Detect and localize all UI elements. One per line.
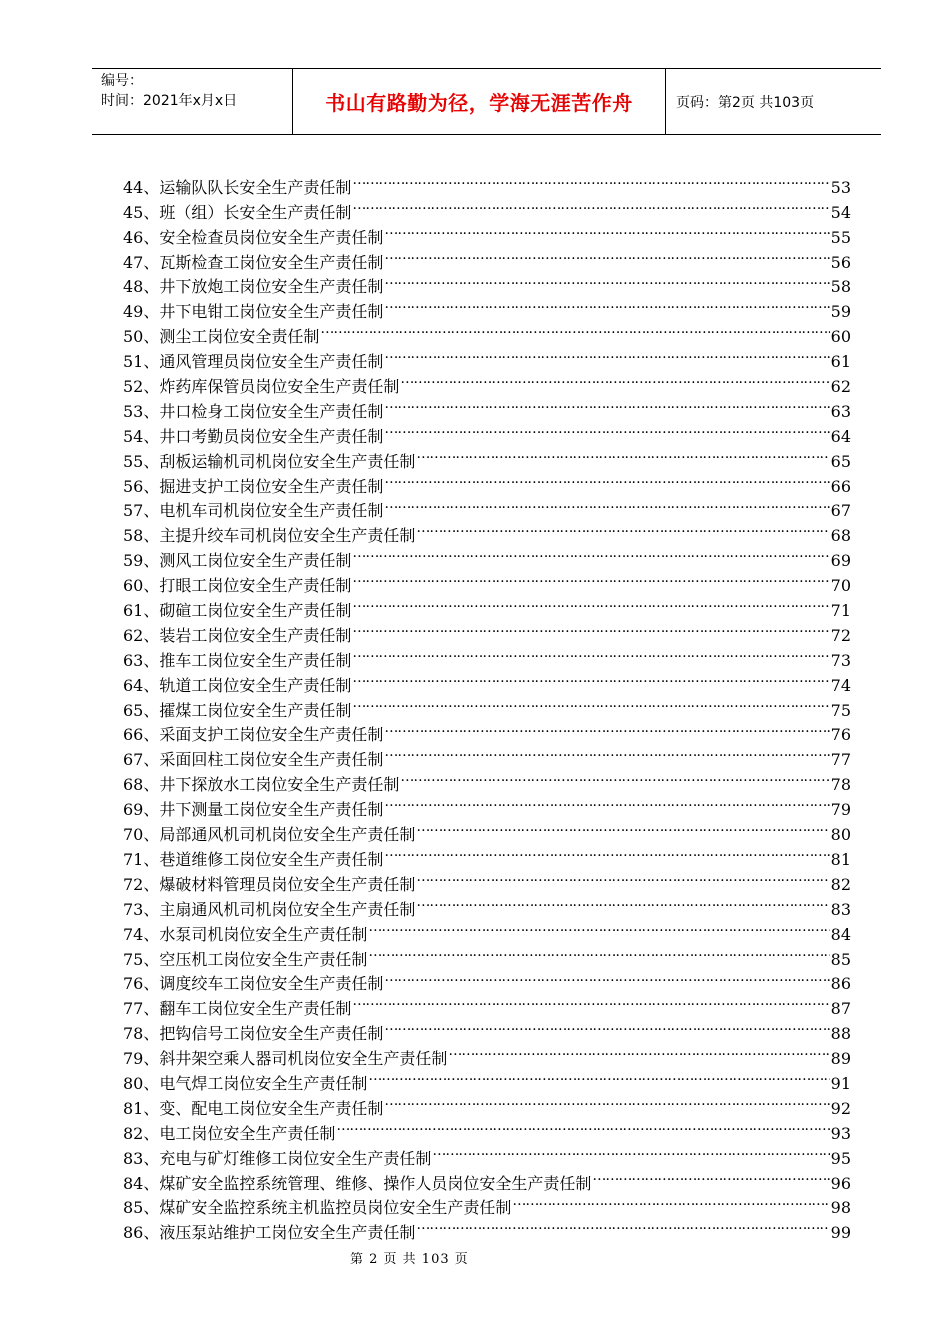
toc-leader-dots <box>352 541 829 566</box>
document-time: 时间：2021年x月x日 <box>101 93 238 109</box>
toc-entry-page: 78 <box>830 775 851 795</box>
toc-entry-title: 46、安全检查员岗位安全生产责任制 <box>123 227 384 247</box>
toc-entry-title: 56、掘进支护工岗位安全生产责任制 <box>123 476 384 496</box>
toc-entry-page: 74 <box>830 675 851 695</box>
toc-entry-page: 95 <box>830 1148 851 1168</box>
toc-entry-page: 98 <box>830 1198 851 1218</box>
toc-entry-title: 63、推车工岗位安全生产责任制 <box>123 650 352 670</box>
toc-leader-dots <box>384 417 829 442</box>
toc-leader-dots <box>384 392 829 417</box>
toc-entry-page: 63 <box>830 401 851 421</box>
toc-entry-title: 45、班（组）长安全生产责任制 <box>123 202 352 222</box>
toc-leader-dots <box>416 815 829 840</box>
toc-leader-dots <box>416 442 829 467</box>
toc-leader-dots <box>352 566 829 591</box>
toc-leader-dots <box>368 1064 829 1089</box>
toc-leader-dots <box>352 641 829 666</box>
toc-leader-dots <box>400 765 829 790</box>
toc-entry-page: 70 <box>830 576 851 596</box>
toc-entry-page: 96 <box>830 1173 851 1193</box>
toc-entry-title: 80、电气焊工岗位安全生产责任制 <box>123 1073 368 1093</box>
toc-leader-dots <box>352 168 829 193</box>
toc-entry-title: 83、充电与矿灯维修工岗位安全生产责任制 <box>123 1148 432 1168</box>
toc-entry-page: 93 <box>830 1123 851 1143</box>
toc-entry-page: 99 <box>830 1223 851 1243</box>
toc-leader-dots <box>416 890 829 915</box>
toc-entry-title: 60、打眼工岗位安全生产责任制 <box>123 576 352 596</box>
toc-entry-title: 73、主扇通风机司机岗位安全生产责任制 <box>123 899 416 919</box>
page-footer: 第 2 页 共 103 页 <box>350 1252 469 1267</box>
toc-leader-dots <box>416 1213 829 1238</box>
toc-leader-dots <box>432 1139 829 1164</box>
toc-entry-page: 82 <box>830 874 851 894</box>
toc-entry-page: 56 <box>830 252 851 272</box>
toc-entry-page: 89 <box>830 1049 851 1069</box>
toc-leader-dots <box>384 243 829 268</box>
toc-entry-title: 78、把钩信号工岗位安全生产责任制 <box>123 1024 384 1044</box>
toc-leader-dots <box>352 666 829 691</box>
toc-entry-title: 48、井下放炮工岗位安全生产责任制 <box>123 277 384 297</box>
toc-leader-dots <box>352 691 829 716</box>
toc-entry-title: 77、翻车工岗位安全生产责任制 <box>123 999 352 1019</box>
toc-entry-title: 61、砌碹工岗位安全生产责任制 <box>123 601 352 621</box>
toc-entry-page: 73 <box>830 650 851 670</box>
toc-entry-title: 72、爆破材料管理员岗位安全生产责任制 <box>123 874 416 894</box>
toc-leader-dots <box>352 193 829 218</box>
toc-entry-title: 69、井下测量工岗位安全生产责任制 <box>123 800 384 820</box>
toc-leader-dots <box>512 1189 829 1214</box>
toc-entry-page: 75 <box>830 700 851 720</box>
toc-entry-page: 69 <box>830 551 851 571</box>
toc-leader-dots <box>384 840 829 865</box>
toc-leader-dots <box>320 317 829 342</box>
toc-entry-title: 57、电机车司机岗位安全生产责任制 <box>123 501 384 521</box>
toc-entry-title: 50、测尘工岗位安全责任制 <box>123 327 320 347</box>
toc-leader-dots <box>384 342 829 367</box>
toc-leader-dots <box>384 492 829 517</box>
toc-entry-page: 77 <box>830 750 851 770</box>
toc-leader-dots <box>368 915 829 940</box>
toc-leader-dots <box>384 965 829 990</box>
toc-leader-dots <box>384 716 829 741</box>
toc-leader-dots <box>336 1114 829 1139</box>
toc-entry-title: 58、主提升绞车司机岗位安全生产责任制 <box>123 526 416 546</box>
toc-leader-dots <box>448 1039 829 1064</box>
toc-entry-page: 58 <box>830 277 851 297</box>
toc-entry-page: 83 <box>830 899 851 919</box>
toc-leader-dots <box>352 591 829 616</box>
toc-entry-page: 76 <box>830 725 851 745</box>
toc-leader-dots <box>416 865 829 890</box>
toc-entry-title: 54、井口考勤员岗位安全生产责任制 <box>123 426 384 446</box>
toc-entry-page: 55 <box>830 227 851 247</box>
toc-entry-title: 75、空压机工岗位安全生产责任制 <box>123 949 368 969</box>
toc-entry-title: 53、井口检身工岗位安全生产责任制 <box>123 401 384 421</box>
header-page-number: 页码：第2页 共103页 <box>676 94 815 111</box>
toc-entry-title: 71、巷道维修工岗位安全生产责任制 <box>123 849 384 869</box>
page-header <box>92 68 881 135</box>
toc-entry-title: 44、运输队队长安全生产责任制 <box>123 177 352 197</box>
toc-entry-title: 67、采面回柱工岗位安全生产责任制 <box>123 750 384 770</box>
toc-entry-title: 62、装岩工岗位安全生产责任制 <box>123 625 352 645</box>
toc-entry-title: 86、液压泵站维护工岗位安全生产责任制 <box>123 1223 416 1243</box>
toc-entry-page: 80 <box>830 825 851 845</box>
toc-leader-dots <box>384 292 829 317</box>
toc-entry-title: 79、斜井架空乘人器司机岗位安全生产责任制 <box>123 1049 448 1069</box>
toc-entry-page: 60 <box>830 327 851 347</box>
toc-leader-dots <box>384 218 829 243</box>
toc-entry-page: 59 <box>830 302 851 322</box>
toc-entry-title: 85、煤矿安全监控系统主机监控员岗位安全生产责任制 <box>123 1198 512 1218</box>
toc-entry-page: 72 <box>830 625 851 645</box>
toc-entry-page: 88 <box>830 1024 851 1044</box>
toc-entry-title: 81、变、配电工岗位安全生产责任制 <box>123 1098 384 1118</box>
toc-entry-title: 76、调度绞车工岗位安全生产责任制 <box>123 974 384 994</box>
toc-entry-page: 65 <box>830 451 851 471</box>
toc-leader-dots <box>352 989 829 1014</box>
toc-leader-dots <box>384 740 829 765</box>
toc-entry-page: 87 <box>830 999 851 1019</box>
toc-leader-dots <box>384 1014 829 1039</box>
toc-entry[interactable] <box>123 168 851 197</box>
toc-entry-page: 85 <box>830 949 851 969</box>
toc-entry-title: 55、刮板运输机司机岗位安全生产责任制 <box>123 451 416 471</box>
toc-entry-page: 68 <box>830 526 851 546</box>
toc-entry-page: 67 <box>830 501 851 521</box>
toc-entry-title: 59、测风工岗位安全生产责任制 <box>123 551 352 571</box>
toc-leader-dots <box>400 367 829 392</box>
toc-entry-title: 68、井下探放水工岗位安全生产责任制 <box>123 775 400 795</box>
toc-leader-dots <box>368 940 829 965</box>
toc-leader-dots <box>384 268 829 293</box>
toc-entry-title: 64、轨道工岗位安全生产责任制 <box>123 675 352 695</box>
toc-entry-page: 86 <box>830 974 851 994</box>
toc-entry-page: 79 <box>830 800 851 820</box>
document-number: 编号： <box>101 73 143 89</box>
toc-entry-title: 52、炸药库保管员岗位安全生产责任制 <box>123 377 400 397</box>
toc-entry-page: 64 <box>830 426 851 446</box>
toc-entry-page: 54 <box>830 202 851 222</box>
toc-entry-page: 81 <box>830 849 851 869</box>
toc-entry-title: 66、采面支护工岗位安全生产责任制 <box>123 725 384 745</box>
toc-entry-title: 47、瓦斯检查工岗位安全生产责任制 <box>123 252 384 272</box>
toc-leader-dots <box>384 467 829 492</box>
header-meta <box>92 69 293 134</box>
table-of-contents <box>123 168 851 1243</box>
toc-entry-page: 71 <box>830 601 851 621</box>
toc-entry-title: 82、电工岗位安全生产责任制 <box>123 1123 336 1143</box>
toc-entry-page: 62 <box>830 377 851 397</box>
toc-leader-dots <box>384 1089 829 1114</box>
toc-leader-dots <box>352 616 829 641</box>
toc-entry-page: 66 <box>830 476 851 496</box>
toc-entry-page: 84 <box>830 924 851 944</box>
toc-leader-dots <box>416 516 829 541</box>
toc-entry-title: 65、攉煤工岗位安全生产责任制 <box>123 700 352 720</box>
header-motto: 书山有路勤为径，学海无涯苦作舟 <box>293 69 666 134</box>
toc-leader-dots <box>384 790 829 815</box>
toc-entry-page: 92 <box>830 1098 851 1118</box>
toc-entry-title: 51、通风管理员岗位安全生产责任制 <box>123 352 384 372</box>
toc-entry-title: 49、井下电钳工岗位安全生产责任制 <box>123 302 384 322</box>
toc-entry-page: 91 <box>830 1073 851 1093</box>
toc-entry-title: 84、煤矿安全监控系统管理、维修、操作人员岗位安全生产责任制 <box>123 1173 592 1193</box>
toc-entry-title: 70、局部通风机司机岗位安全生产责任制 <box>123 825 416 845</box>
toc-entry-page: 53 <box>830 177 851 197</box>
toc-entry-page: 61 <box>830 352 851 372</box>
toc-leader-dots <box>592 1164 829 1189</box>
toc-entry-title: 74、水泵司机岗位安全生产责任制 <box>123 924 368 944</box>
